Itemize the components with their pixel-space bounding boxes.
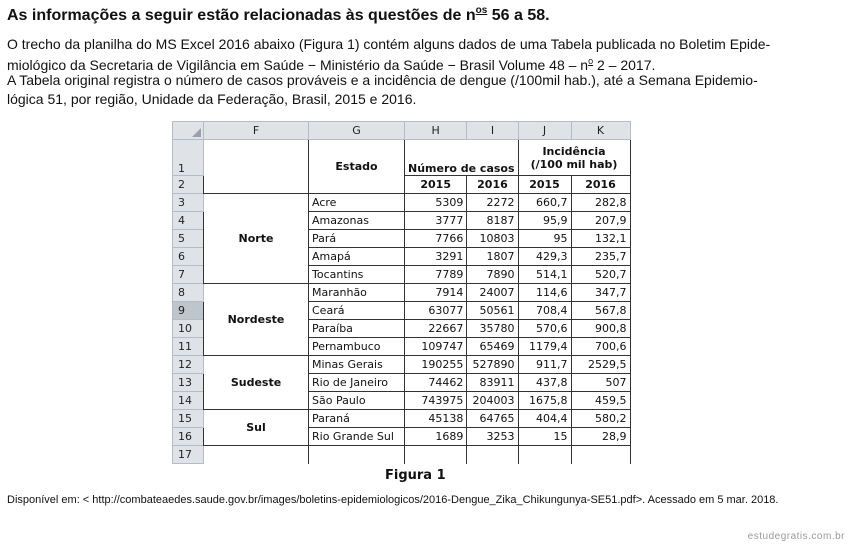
region-cell[interactable]: Norte: [204, 194, 309, 284]
value-cell[interactable]: 24007: [467, 284, 518, 302]
value-cell[interactable]: 190255: [405, 356, 467, 374]
state-cell[interactable]: São Paulo: [309, 392, 405, 410]
value-cell[interactable]: 74462: [405, 374, 467, 392]
column-header[interactable]: G: [309, 122, 405, 140]
row-header[interactable]: 8: [173, 284, 204, 302]
value-cell[interactable]: 743975: [405, 392, 467, 410]
value-cell[interactable]: 900,8: [571, 320, 630, 338]
value-cell[interactable]: 7789: [405, 266, 467, 284]
column-header[interactable]: H: [405, 122, 467, 140]
intro-line-2: miológico da Secretaria de Vigilância em Saúde − Ministério da Saúde − Brasil Volume $48 - n^o$ 2 – 2017.: [7, 56, 656, 73]
spreadsheet-table: [172, 121, 631, 464]
question-heading: As informações a seguir estão relacionadas às questões de $n^{os}$ 56 a 58.: [7, 5, 550, 24]
row-header[interactable]: 16: [173, 428, 204, 446]
row-header[interactable]: 11: [173, 338, 204, 356]
value-cell[interactable]: 95: [518, 230, 571, 248]
value-cell[interactable]: 95,9: [518, 212, 571, 230]
value-cell[interactable]: 660,7: [518, 194, 571, 212]
intro-line-1: O trecho da planilha do MS Excel 2016 abaixo (Figura 1) contém alguns dados de uma Tabela publicada no Boletim Epide-: [7, 36, 771, 52]
table-row: [173, 194, 631, 212]
value-cell[interactable]: 527890: [467, 356, 518, 374]
row-header[interactable]: 2: [173, 176, 204, 194]
value-cell[interactable]: 207,9: [571, 212, 630, 230]
state-cell[interactable]: Maranhão: [309, 284, 405, 302]
value-cell[interactable]: 459,5: [571, 392, 630, 410]
state-cell[interactable]: Acre: [309, 194, 405, 212]
value-cell[interactable]: 2529,5: [571, 356, 630, 374]
intro-line-4: lógica 51, por região, Unidade da Federação, Brasil, 2015 e 2016.: [7, 91, 417, 107]
row-header[interactable]: 13: [173, 374, 204, 392]
header-estado[interactable]: Estado: [309, 140, 405, 194]
table-row: [173, 446, 631, 464]
value-cell[interactable]: 45138: [405, 410, 467, 428]
watermark: estudegratis.com.br: [747, 531, 845, 542]
column-header-row: [173, 122, 631, 140]
cell-empty[interactable]: [405, 446, 467, 464]
row-header[interactable]: 9: [173, 302, 204, 320]
row-header[interactable]: 12: [173, 356, 204, 374]
header-numero-casos[interactable]: Número de casos: [405, 140, 519, 176]
state-cell[interactable]: Amapá: [309, 248, 405, 266]
state-cell[interactable]: Paraná: [309, 410, 405, 428]
row-header[interactable]: 17: [173, 446, 204, 464]
cell-empty[interactable]: [571, 446, 630, 464]
value-cell[interactable]: 282,8: [571, 194, 630, 212]
row-header[interactable]: 14: [173, 392, 204, 410]
value-cell[interactable]: 1689: [405, 428, 467, 446]
value-cell[interactable]: 114,6: [518, 284, 571, 302]
column-header[interactable]: J: [518, 122, 571, 140]
cell-empty[interactable]: [309, 446, 405, 464]
state-cell[interactable]: Rio Grande Sul: [309, 428, 405, 446]
value-cell[interactable]: 3777: [405, 212, 467, 230]
state-cell[interactable]: Pernambuco: [309, 338, 405, 356]
value-cell[interactable]: 580,2: [571, 410, 630, 428]
value-cell[interactable]: 235,7: [571, 248, 630, 266]
value-cell[interactable]: 204003: [467, 392, 518, 410]
row-header[interactable]: 15: [173, 410, 204, 428]
year-cell[interactable]: 2015: [518, 176, 571, 194]
value-cell[interactable]: 109747: [405, 338, 467, 356]
value-cell[interactable]: 65469: [467, 338, 518, 356]
value-cell[interactable]: 7766: [405, 230, 467, 248]
year-cell[interactable]: 2016: [467, 176, 518, 194]
year-cell[interactable]: 2016: [571, 176, 630, 194]
table-row: [173, 356, 631, 374]
value-cell[interactable]: 7914: [405, 284, 467, 302]
cell-empty[interactable]: [518, 446, 571, 464]
value-cell[interactable]: 708,4: [518, 302, 571, 320]
state-cell[interactable]: Minas Gerais: [309, 356, 405, 374]
figure-caption: Figura 1: [385, 468, 446, 483]
value-cell[interactable]: 64765: [467, 410, 518, 428]
value-cell[interactable]: 83911: [467, 374, 518, 392]
region-cell[interactable]: Sul: [204, 410, 309, 446]
value-cell[interactable]: 8187: [467, 212, 518, 230]
value-cell[interactable]: 347,7: [571, 284, 630, 302]
value-cell[interactable]: 63077: [405, 302, 467, 320]
region-cell[interactable]: Nordeste: [204, 284, 309, 356]
header-incidencia-line1: Incidência: [542, 144, 606, 158]
source-citation: Disponível em: < http://combateaedes.saude.gov.br/images/boletins-epidemiologicos/2016-Dengue_Zika_Chikungunya-SE51.pdf>. Acessado em 5 mar. 2018.: [7, 494, 779, 506]
year-cell[interactable]: 2015: [405, 176, 467, 194]
value-cell[interactable]: 35780: [467, 320, 518, 338]
table-row: [173, 140, 631, 176]
value-cell[interactable]: 5309: [405, 194, 467, 212]
state-cell[interactable]: Ceará: [309, 302, 405, 320]
select-all-corner[interactable]: [173, 122, 204, 140]
value-cell[interactable]: 3291: [405, 248, 467, 266]
value-cell[interactable]: 507: [571, 374, 630, 392]
value-cell[interactable]: 911,7: [518, 356, 571, 374]
cell-empty[interactable]: [467, 446, 518, 464]
value-cell[interactable]: 3253: [467, 428, 518, 446]
state-cell[interactable]: Amazonas: [309, 212, 405, 230]
state-cell[interactable]: Rio de Janeiro: [309, 374, 405, 392]
row-header[interactable]: 10: [173, 320, 204, 338]
value-cell[interactable]: 567,8: [571, 302, 630, 320]
state-cell[interactable]: Paraíba: [309, 320, 405, 338]
row-header[interactable]: 1: [173, 140, 204, 176]
value-cell[interactable]: 28,9: [571, 428, 630, 446]
value-cell[interactable]: 2272: [467, 194, 518, 212]
value-cell[interactable]: 132,1: [571, 230, 630, 248]
value-cell[interactable]: 514,1: [518, 266, 571, 284]
value-cell[interactable]: 15: [518, 428, 571, 446]
value-cell[interactable]: 437,8: [518, 374, 571, 392]
value-cell[interactable]: 1179,4: [518, 338, 571, 356]
column-header[interactable]: F: [204, 122, 309, 140]
value-cell[interactable]: 7890: [467, 266, 518, 284]
value-cell[interactable]: 10803: [467, 230, 518, 248]
value-cell[interactable]: 700,6: [571, 338, 630, 356]
value-cell[interactable]: 22667: [405, 320, 467, 338]
intro-line-3: A Tabela original registra o número de casos prováveis e a incidência de dengue (/100mil hab.), até a Semana Epidemio-: [7, 72, 758, 88]
row-header[interactable]: 6: [173, 248, 204, 266]
row-header[interactable]: 5: [173, 230, 204, 248]
header-incidencia-line2: (/100 mil hab): [530, 157, 618, 171]
table-row: [173, 410, 631, 428]
region-cell[interactable]: Sudeste: [204, 356, 309, 410]
select-all-icon: [192, 128, 201, 137]
state-cell[interactable]: Pará: [309, 230, 405, 248]
value-cell[interactable]: 404,4: [518, 410, 571, 428]
column-header[interactable]: I: [467, 122, 518, 140]
value-cell[interactable]: 50561: [467, 302, 518, 320]
row-header[interactable]: 3: [173, 194, 204, 212]
value-cell[interactable]: 570,6: [518, 320, 571, 338]
value-cell[interactable]: 520,7: [571, 266, 630, 284]
value-cell[interactable]: 429,3: [518, 248, 571, 266]
row-header[interactable]: 7: [173, 266, 204, 284]
state-cell[interactable]: Tocantins: [309, 266, 405, 284]
value-cell[interactable]: 1807: [467, 248, 518, 266]
cell-empty[interactable]: [204, 140, 309, 194]
value-cell[interactable]: 1675,8: [518, 392, 571, 410]
column-header[interactable]: K: [571, 122, 630, 140]
header-incidencia[interactable]: [518, 140, 630, 176]
cell-empty[interactable]: [204, 446, 309, 464]
row-header[interactable]: 4: [173, 212, 204, 230]
table-row: [173, 284, 631, 302]
